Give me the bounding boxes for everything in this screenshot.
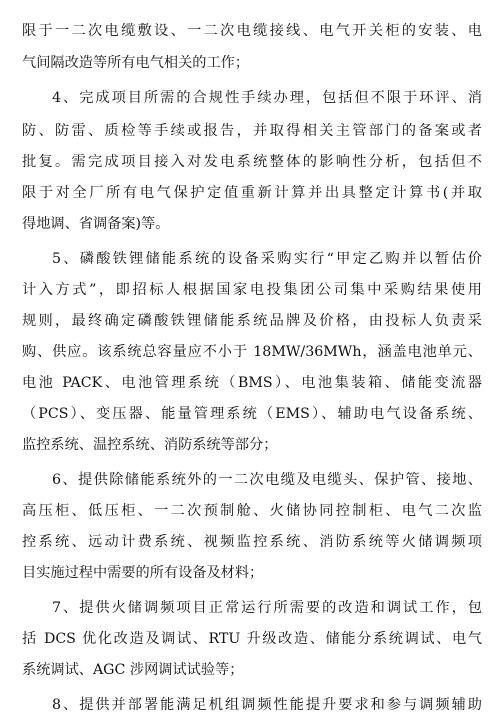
text-line: 监控系统、温控系统、消防系统等部分； [22, 437, 278, 453]
text-line: 购、供应。该系统总容量应不小于 18MW/36MWh，涵盖电池单元、 [22, 344, 482, 360]
paragraph-5-start: 5、磷酸铁锂储能系统的设备采购实行“甲定乙购并以暂估价 [52, 251, 482, 267]
paragraph-8-start: 8、提供并部署能满足机组调频性能提升要求和参与调频辅助 [52, 697, 482, 713]
text-line: 限于一二次电缆敷设、一二次电缆接线、电气开关柜的安装、电 [22, 23, 482, 39]
text-line: 得地调、省调备案)等。 [22, 216, 170, 232]
text-line: 目实施过程中需要的所有设备及材料； [22, 565, 264, 581]
text-line: 限于对全厂所有电气保护定值重新计算并出具整定计算书(并取 [22, 185, 482, 201]
text-line: 气间隔改造等所有电气相关的工作； [22, 55, 250, 71]
paragraph-4-start: 4、完成项目所需的合规性手续办理，包括但不限于环评、消 [52, 90, 482, 106]
paragraph-7-start: 7、提供火储调频项目正常运行所需要的改造和调试工作，包 [52, 600, 482, 616]
paragraph-6-start: 6、提供除储能系统外的一二次电缆及电缆头、保护管、接地、 [52, 472, 482, 488]
text-line: （PCS）、变压器、能量管理系统（EMS）、辅助电气设备系统、 [22, 406, 482, 422]
text-line: 括 DCS 优化改造及调试、RTU 升级改造、储能分系统调试、电气 [22, 631, 482, 647]
text-line: 规则，最终确定磷酸铁锂储能系统品牌及价格，由投标人负责采 [22, 313, 482, 329]
text-line: 控系统、远动计费系统、视频监控系统、消防系统等火储调频项 [22, 534, 482, 550]
text-line: 高压柜、低压柜、一二次预制舱、火储协同控制柜、电气二次监 [22, 503, 482, 519]
text-line: 计入方式”，即招标人根据国家电投集团公司集中采购结果使用 [22, 282, 482, 298]
text-line: 系统调试、AGC 涉网调试试验等； [22, 662, 244, 678]
text-line: 批复。需完成项目接入对发电系统整体的影响性分析，包括但不 [22, 154, 482, 170]
text-line: 电池 PACK、电池管理系统（BMS）、电池集装箱、储能变流器 [22, 375, 482, 391]
text-line: 防、防雷、质检等手续或报告，并取得相关主管部门的备案或者 [22, 123, 482, 139]
